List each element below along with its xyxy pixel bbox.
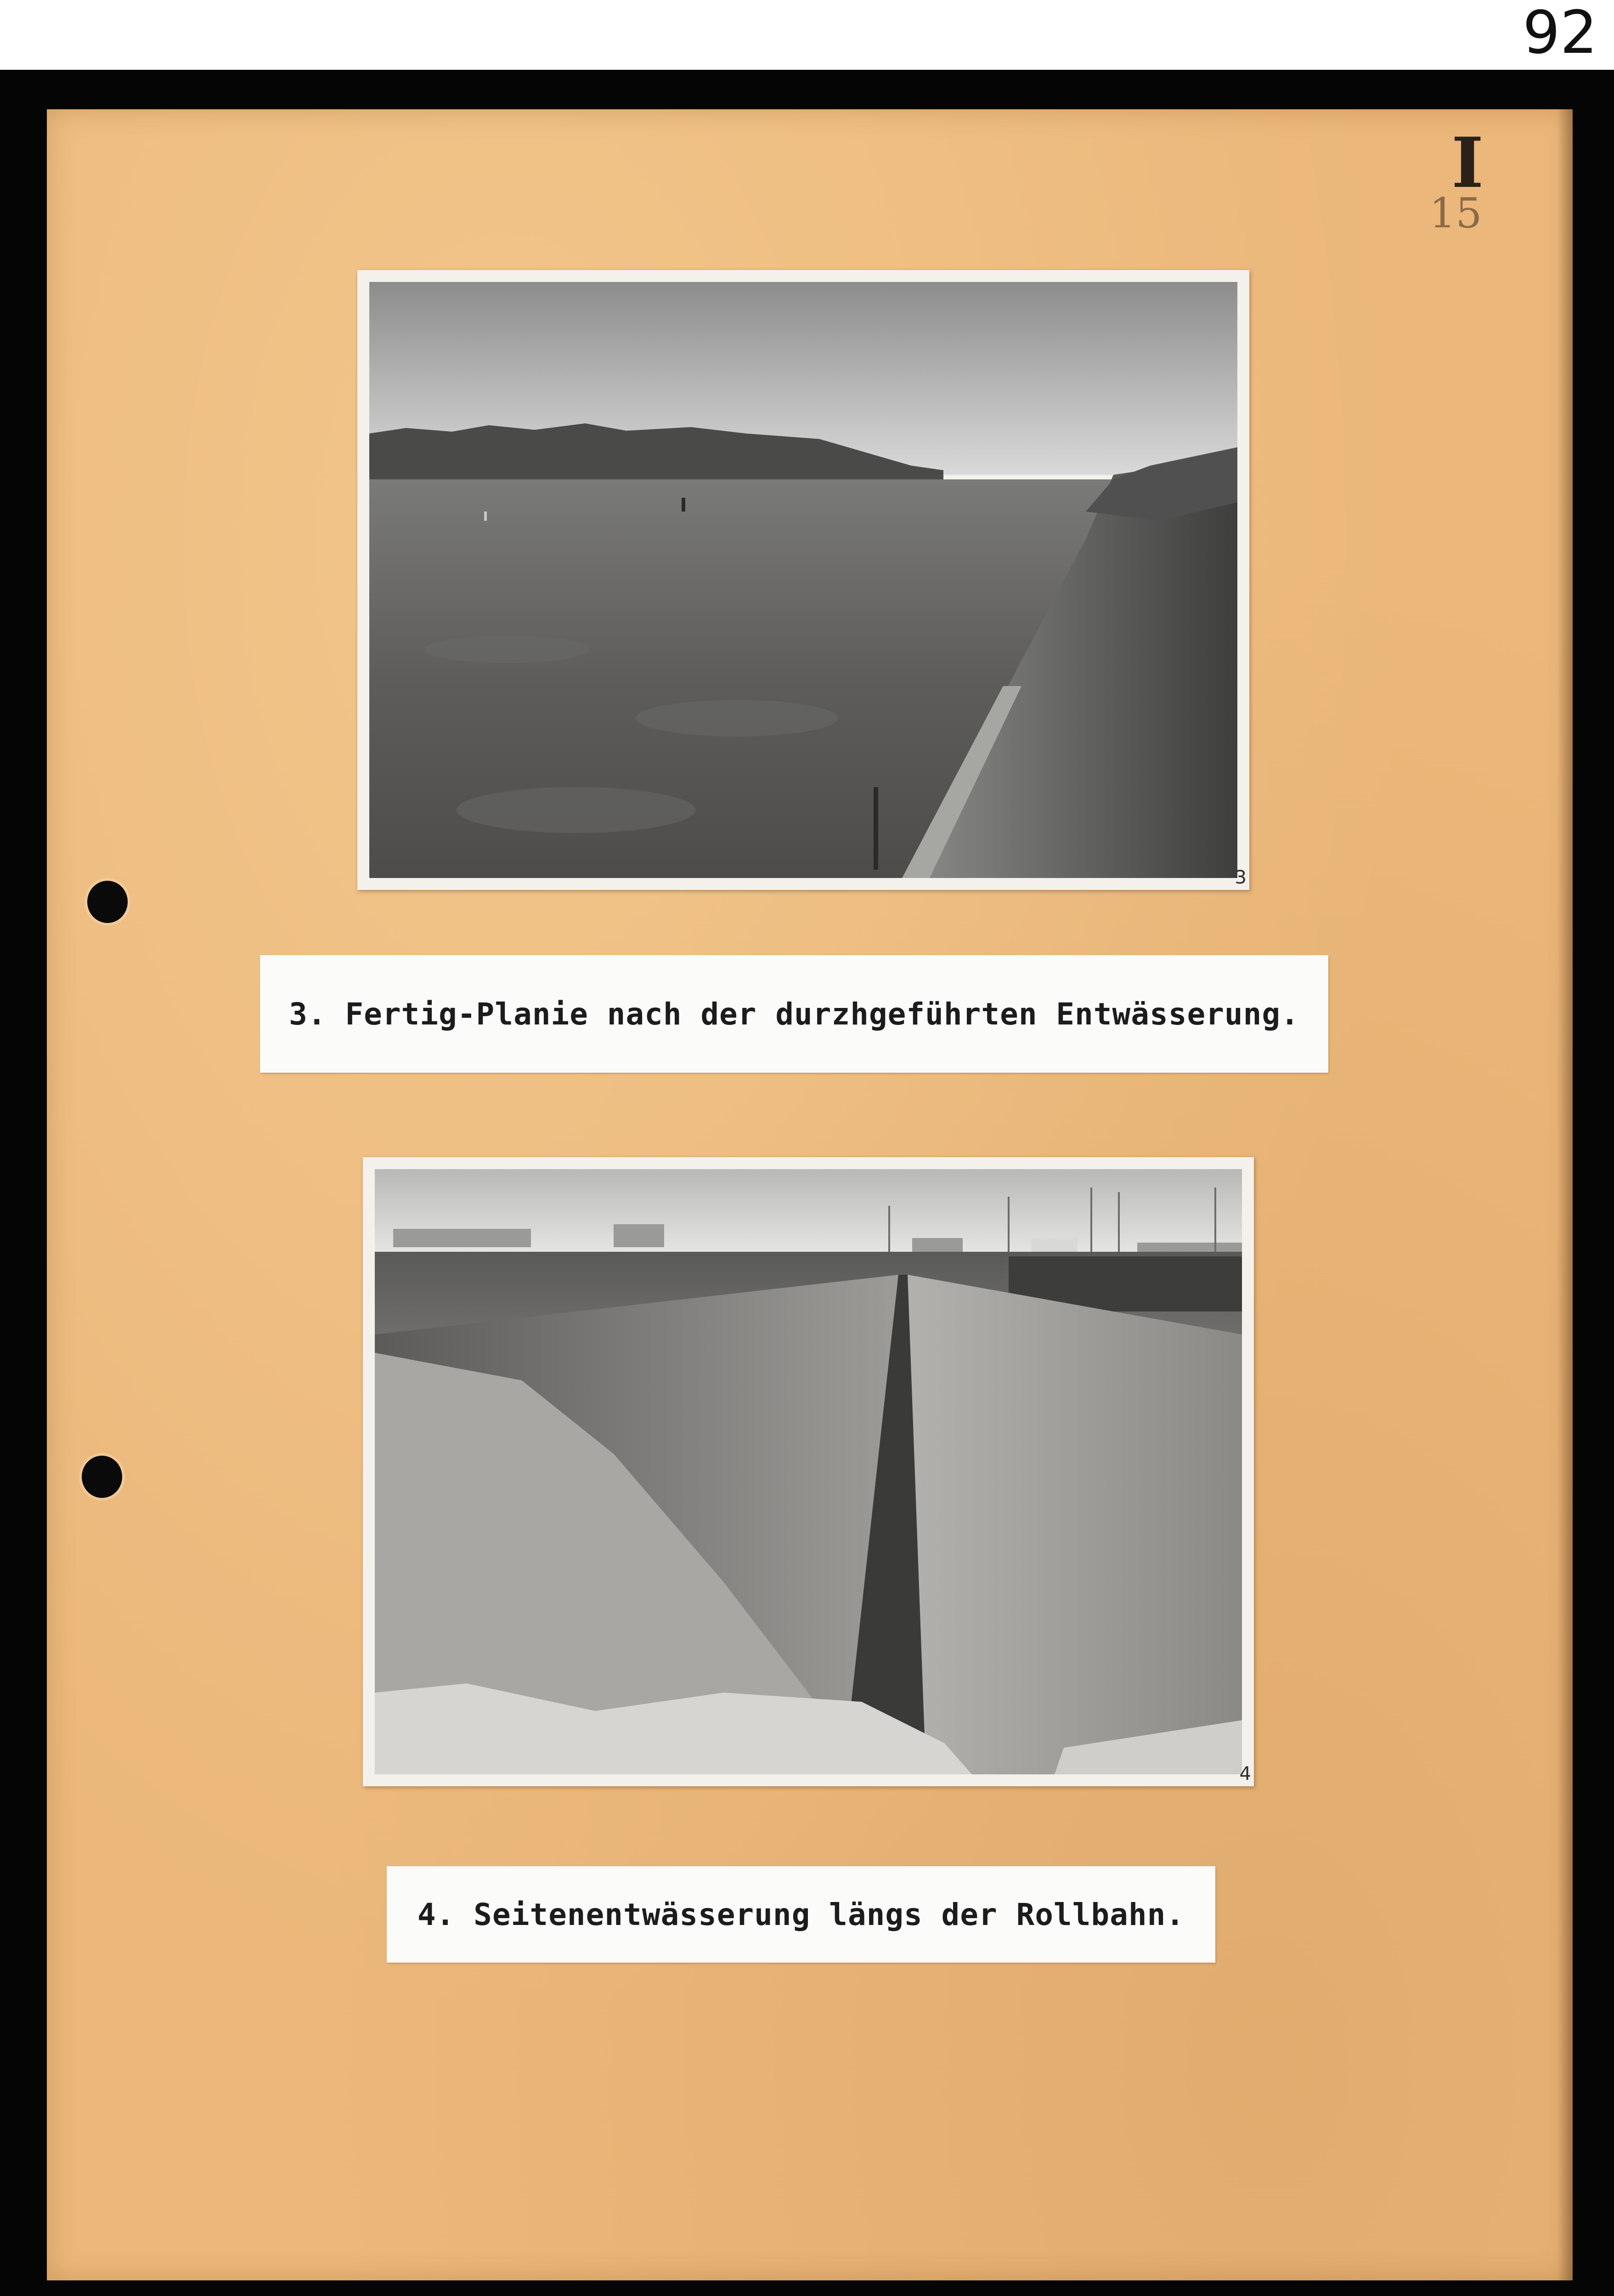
photo-drainage-ditch-drawing <box>375 1169 1242 1774</box>
caption-leveled-field: 3. Fertig-Planie nach der durzhgeführten Entwässerung. <box>289 996 1299 1032</box>
archive-submark: 15 <box>1429 189 1482 237</box>
photo-drainage-ditch-image <box>375 1169 1242 1774</box>
photo-drainage-ditch <box>363 1157 1254 1786</box>
caption-drainage-ditch: 4. Seitenentwässerung längs der Rollbahn. <box>417 1896 1185 1932</box>
photo-leveled-field-drawing <box>369 282 1237 878</box>
photo-leveled-field-index: 3 <box>1235 867 1247 888</box>
photo-leveled-field-image <box>369 282 1237 878</box>
photo-drainage-ditch-index: 4 <box>1239 1763 1251 1784</box>
card-edge-shadow <box>1557 109 1573 2280</box>
caption-strip-1 <box>260 955 1328 1073</box>
page-number: 92 <box>1523 0 1597 67</box>
archive-mark: I <box>1451 123 1484 203</box>
punch-hole-bottom <box>82 1456 122 1498</box>
punch-hole-top <box>87 881 128 923</box>
caption-strip-2 <box>387 1866 1215 1963</box>
photo-leveled-field <box>357 270 1249 890</box>
